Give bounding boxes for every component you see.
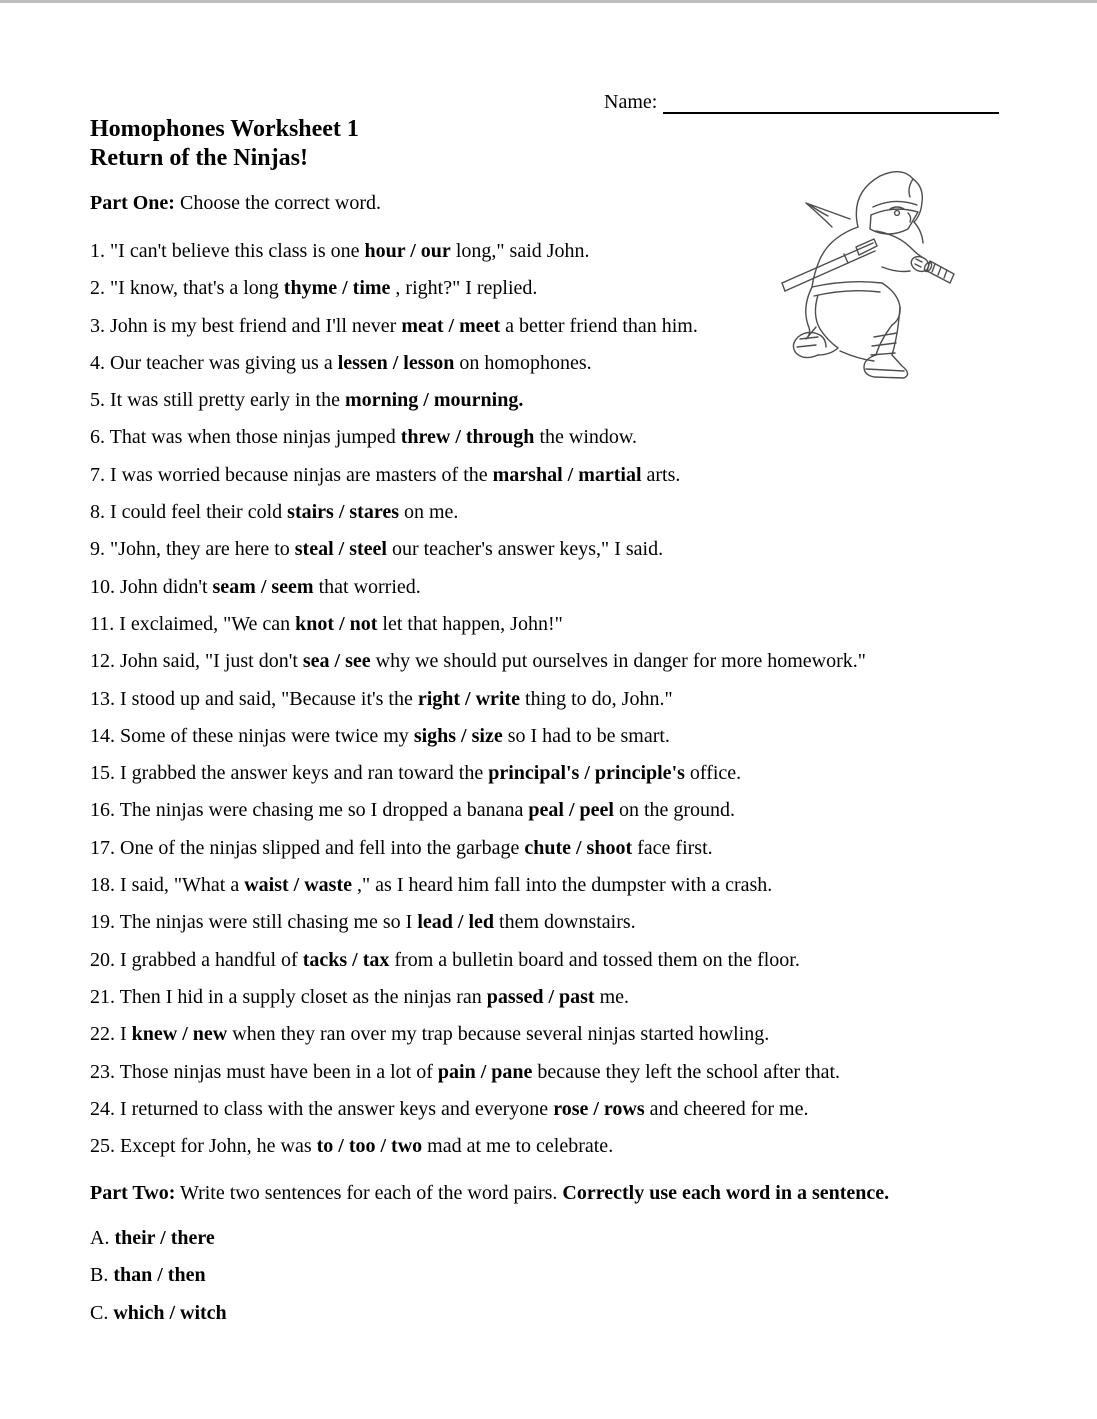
question-homophone-pair: chute / shoot xyxy=(524,836,633,859)
question-pre: 13. I stood up and said, "Because it's the xyxy=(90,687,418,710)
question-homophone-pair: sighs / size xyxy=(413,724,503,747)
part-two-instructions-bold: Correctly use each word in a sentence. xyxy=(562,1182,890,1204)
name-label: Name: xyxy=(604,91,658,113)
question-pre: 16. The ninjas were chasing me so I dropped a banana xyxy=(90,799,529,822)
question-row xyxy=(90,755,1070,792)
question-post: me. xyxy=(594,985,630,1008)
question-row xyxy=(90,419,1070,456)
question-homophone-pair: lessen / lesson xyxy=(337,351,455,374)
question-pre: 17. One of the ninjas slipped and fell into the garbage xyxy=(90,836,525,859)
question-homophone-pair: marshal / martial xyxy=(492,463,642,486)
question-post: when they ran over my trap because several ninjas started howling. xyxy=(227,1023,770,1046)
question-post: face first. xyxy=(632,836,713,859)
question-pre: 25. Except for John, he was xyxy=(90,1135,317,1158)
question-homophone-pair: rose / rows xyxy=(553,1097,645,1120)
question-row xyxy=(90,830,1070,867)
question-post: so I had to be smart. xyxy=(502,724,670,747)
question-homophone-pair: passed / past xyxy=(486,985,595,1008)
question-row xyxy=(90,681,1070,718)
question-pre: 10. John didn't xyxy=(90,575,213,598)
question-row xyxy=(90,345,1070,382)
question-homophone-pair: tacks / tax xyxy=(302,948,390,971)
word-pair: which / witch xyxy=(113,1301,227,1324)
question-row xyxy=(90,494,1070,531)
question-post: the window. xyxy=(534,426,638,449)
question-row xyxy=(90,1054,1070,1091)
question-pre: 12. John said, "I just don't xyxy=(90,650,303,673)
question-post: that worried. xyxy=(313,575,421,598)
question-pre: 9. "John, they are here to xyxy=(90,538,295,561)
question-pre: 2. "I know, that's a long xyxy=(90,277,284,300)
question-pre: 14. Some of these ninjas were twice my xyxy=(90,724,414,747)
question-row xyxy=(90,457,1070,494)
word-pair-row xyxy=(90,1220,227,1257)
word-pair-row xyxy=(90,1257,227,1294)
word-pair: their / there xyxy=(114,1227,215,1249)
question-row xyxy=(90,792,1070,829)
question-row xyxy=(90,1128,1070,1165)
question-pre: 3. John is my best friend and I'll never xyxy=(90,314,402,337)
question-homophone-pair: morning / mourning. xyxy=(344,389,524,412)
question-homophone-pair: steal / steel xyxy=(294,538,387,561)
part-two-heading xyxy=(90,1181,889,1206)
question-homophone-pair: meat / meet xyxy=(401,314,501,337)
word-pair-letter: A. xyxy=(90,1227,115,1249)
question-homophone-pair: sea / see xyxy=(302,650,371,673)
question-pre: 15. I grabbed the answer keys and ran toward the xyxy=(90,762,489,785)
question-pre: 22. I xyxy=(90,1023,132,1046)
question-row xyxy=(90,233,1070,270)
word-pair-letter: B. xyxy=(90,1264,114,1287)
question-row xyxy=(90,1016,1070,1053)
question-list xyxy=(90,233,1070,1165)
question-pre: 21. Then I hid in a supply closet as the ninjas ran xyxy=(90,985,487,1008)
question-row xyxy=(90,308,1070,345)
question-row xyxy=(90,942,1070,979)
question-homophone-pair: hour / our xyxy=(364,240,451,262)
part-one-label: Part One: xyxy=(90,192,175,214)
part-two-instructions: Write two sentences for each of the word pairs. xyxy=(175,1182,563,1204)
question-row xyxy=(90,606,1070,643)
question-pre: 5. It was still pretty early in the xyxy=(90,389,345,412)
question-post: office. xyxy=(684,762,742,785)
question-row xyxy=(90,270,1070,307)
question-homophone-pair: thyme / time xyxy=(283,277,391,300)
question-homophone-pair: pain / pane xyxy=(437,1060,533,1083)
question-post: on the ground. xyxy=(613,799,736,822)
question-row xyxy=(90,979,1070,1016)
word-pair-list xyxy=(90,1220,227,1332)
question-post: because they left the school after that. xyxy=(532,1060,841,1083)
question-homophone-pair: peal / peel xyxy=(528,799,614,822)
question-post: , right?" I replied. xyxy=(390,277,538,300)
part-one-heading xyxy=(90,191,381,216)
question-row xyxy=(90,382,1070,419)
question-pre: 23. Those ninjas must have been in a lot of xyxy=(90,1060,438,1083)
question-homophone-pair: threw / through xyxy=(400,426,535,449)
question-homophone-pair: waist / waste xyxy=(244,874,352,897)
word-pair-letter: C. xyxy=(90,1301,114,1324)
question-post: arts. xyxy=(641,463,681,486)
part-two-label: Part Two: xyxy=(90,1182,176,1204)
title-line-2: Return of the Ninjas! xyxy=(90,145,308,171)
question-homophone-pair: seam / seem xyxy=(212,575,314,598)
question-row xyxy=(90,867,1070,904)
question-pre: 4. Our teacher was giving us a xyxy=(90,351,338,374)
word-pair: than / then xyxy=(113,1264,206,1287)
question-post: ," as I heard him fall into the dumpster with a crash. xyxy=(352,874,773,897)
question-post: them downstairs. xyxy=(494,911,636,934)
name-row xyxy=(604,90,999,114)
question-pre: 1. "I can't believe this class is one xyxy=(90,240,365,262)
question-homophone-pair: stairs / stares xyxy=(287,501,399,524)
question-pre: 20. I grabbed a handful of xyxy=(90,948,303,971)
question-post: thing to do, John." xyxy=(520,687,673,710)
question-post: let that happen, John!" xyxy=(377,612,563,635)
title-line-1: Homophones Worksheet 1 xyxy=(90,116,359,142)
question-homophone-pair: knot / not xyxy=(295,612,378,635)
question-row xyxy=(90,531,1070,568)
question-pre: 11. I exclaimed, "We can xyxy=(90,612,296,635)
question-row xyxy=(90,1091,1070,1128)
part-one-instructions: Choose the correct word. xyxy=(174,192,382,214)
question-post: mad at me to celebrate. xyxy=(422,1135,614,1158)
question-pre: 18. I said, "What a xyxy=(90,874,245,897)
question-homophone-pair: principal's / principle's xyxy=(488,762,685,785)
question-homophone-pair: lead / led xyxy=(417,911,495,934)
question-post: a better friend than him. xyxy=(500,314,698,337)
question-pre: 24. I returned to class with the answer keys and everyone xyxy=(90,1097,554,1120)
question-row xyxy=(90,643,1070,680)
question-post: from a bulletin board and tossed them on the floor. xyxy=(389,948,800,971)
question-row xyxy=(90,569,1070,606)
question-post: our teacher's answer keys," I said. xyxy=(386,538,664,561)
question-pre: 6. That was when those ninjas jumped xyxy=(90,426,401,449)
question-pre: 7. I was worried because ninjas are masters of the xyxy=(90,463,493,486)
question-row xyxy=(90,718,1070,755)
question-post: why we should put ourselves in danger for more homework." xyxy=(370,650,866,673)
question-post: on homophones. xyxy=(454,351,592,374)
question-homophone-pair: to / too / two xyxy=(316,1135,423,1158)
question-pre: 19. The ninjas were still chasing me so I xyxy=(90,911,418,934)
word-pair-row xyxy=(90,1295,227,1332)
question-homophone-pair: knew / new xyxy=(131,1023,228,1046)
question-post: and cheered for me. xyxy=(644,1097,809,1120)
question-homophone-pair: right / write xyxy=(417,687,521,710)
page-title xyxy=(90,115,359,173)
name-blank-line xyxy=(663,94,999,114)
question-pre: 8. I could feel their cold xyxy=(90,501,288,524)
question-post: on me. xyxy=(399,501,459,524)
question-post: long," said John. xyxy=(450,240,590,262)
question-row xyxy=(90,904,1070,941)
